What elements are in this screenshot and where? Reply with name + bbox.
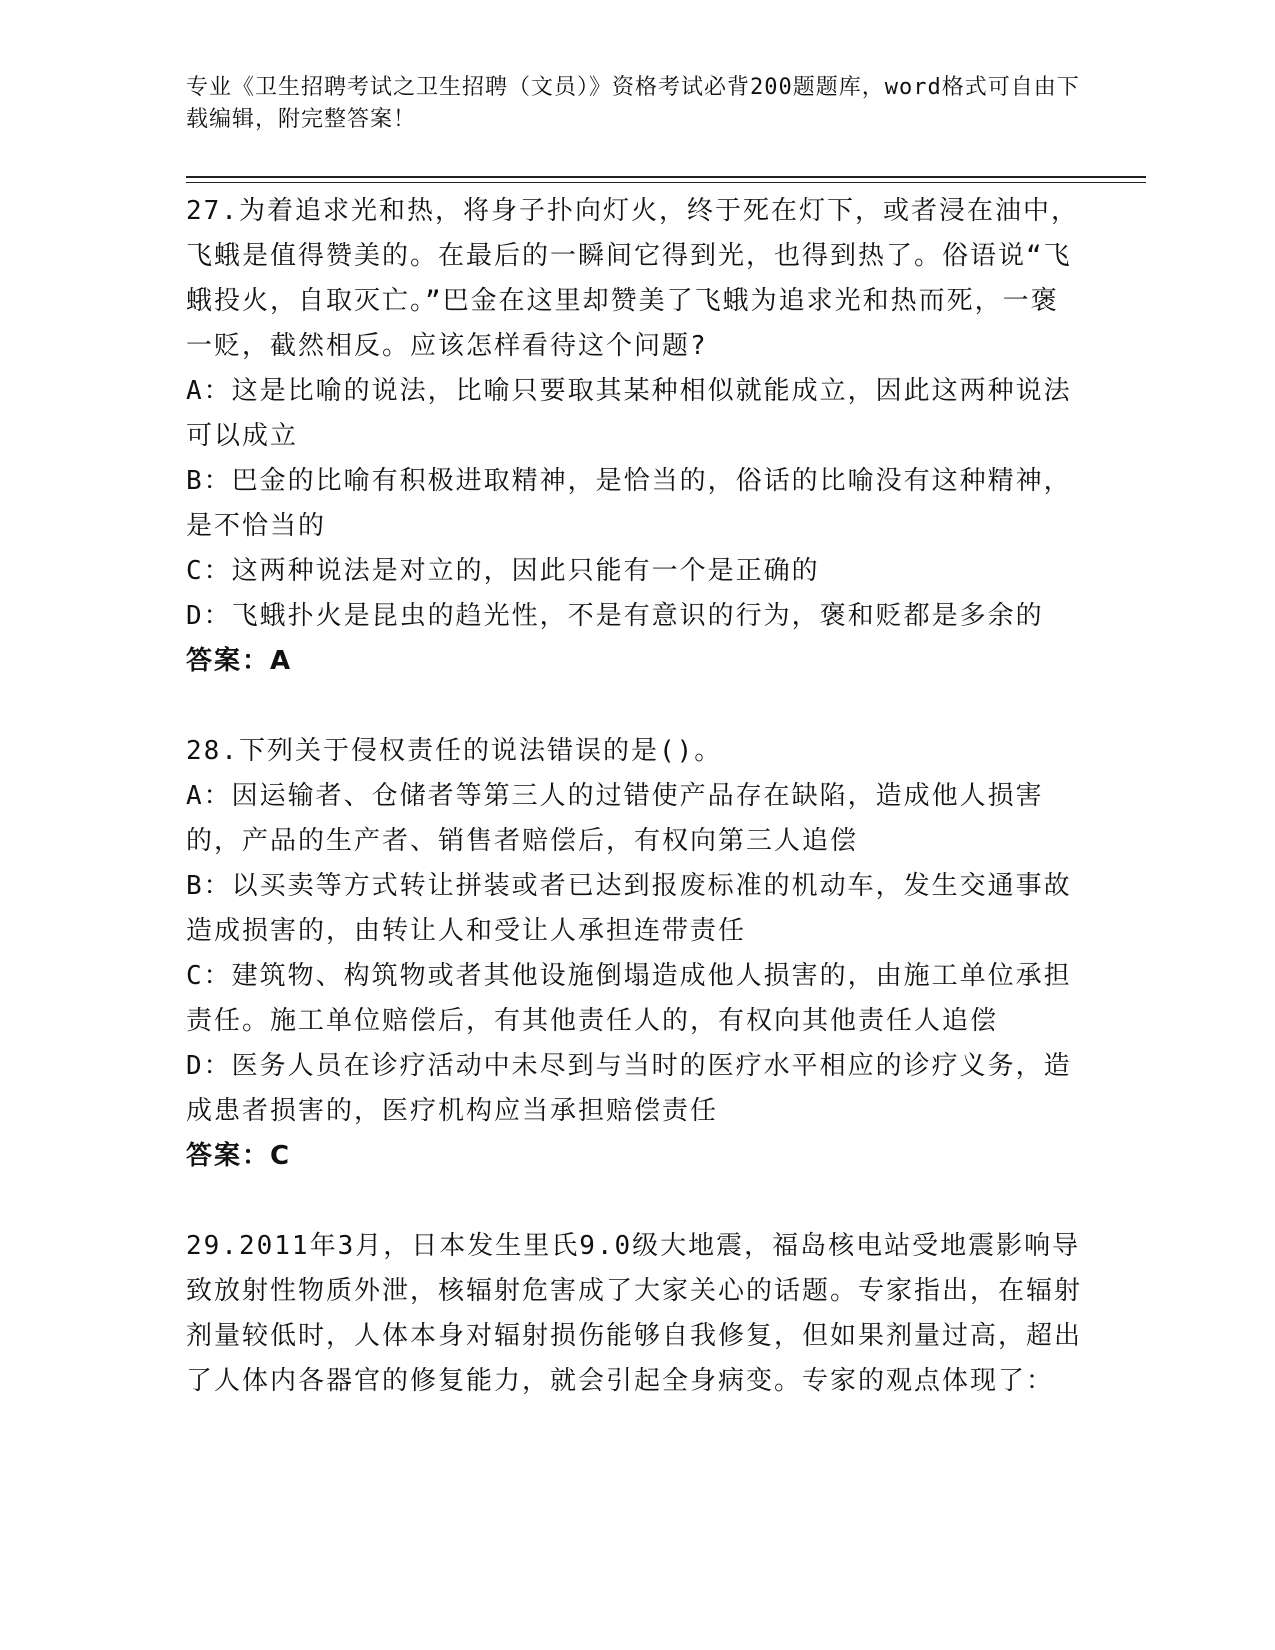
option-b: B：巴金的比喻有积极进取精神，是恰当的，俗话的比喻没有这种精神，是不恰当的: [186, 466, 1072, 541]
option-d: D：医务人员在诊疗活动中未尽到与当时的医疗水平相应的诊疗义务，造成患者损害的，医疗机构应当承担赔偿责任: [186, 1051, 1072, 1126]
answer-label: 答案：A: [186, 646, 293, 676]
question-stem: 28.下列关于侵权责任的说法错误的是()。: [186, 736, 723, 766]
option-a: A：因运输者、仓储者等第三人的过错使产品存在缺陷，造成他人损害的，产品的生产者、销售者赔偿后，有权向第三人追偿: [186, 781, 1044, 856]
question-29: [186, 1224, 1086, 1404]
header-title: 专业《卫生招聘考试之卫生招聘（文员）》资格考试必背200题题库，word格式可自由下载编辑，附完整答案！: [186, 75, 1080, 132]
answer-label: 答案：C: [186, 1141, 292, 1171]
question-stem: 29.2011年3月，日本发生里氏9.0级大地震，福岛核电站受地震影响导致放射性物质外泄，核辐射危害成了大家关心的话题。专家指出，在辐射剂量较低时，人体本身对辐射损伤能够自我修复，但如果剂量过高，超出了人体内各器官的修复能力，就会引起全身病变。专家的观点体现了：: [186, 1231, 1083, 1396]
option-c: C：这两种说法是对立的，因此只能有一个是正确的: [186, 556, 820, 586]
option-c: C：建筑物、构筑物或者其他设施倒塌造成他人损害的，由施工单位承担责任。施工单位赔偿后，有其他责任人的，有权向其他责任人追偿: [186, 961, 1072, 1036]
document-header: [186, 72, 1086, 136]
question-list: [186, 189, 1086, 1449]
question-28: [186, 729, 1086, 1179]
header-divider-thick: [186, 176, 1146, 178]
header-divider-thin: [186, 182, 1146, 183]
option-a: A：这是比喻的说法，比喻只要取其某种相似就能成立，因此这两种说法可以成立: [186, 376, 1072, 451]
question-27: [186, 189, 1086, 684]
option-d: D：飞蛾扑火是昆虫的趋光性，不是有意识的行为，褒和贬都是多余的: [186, 601, 1044, 631]
option-b: B：以买卖等方式转让拼装或者已达到报废标准的机动车，发生交通事故造成损害的，由转让人和受让人承担连带责任: [186, 871, 1072, 946]
question-stem: 27.为着追求光和热，将身子扑向灯火，终于死在灯下，或者浸在油中，飞蛾是值得赞美的。在最后的一瞬间它得到光，也得到热了。俗语说“飞蛾投火，自取灭亡。”巴金在这里却赞美了飞蛾为追求光和热而死，一褒一贬，截然相反。应该怎样看待这个问题?: [186, 196, 1079, 361]
